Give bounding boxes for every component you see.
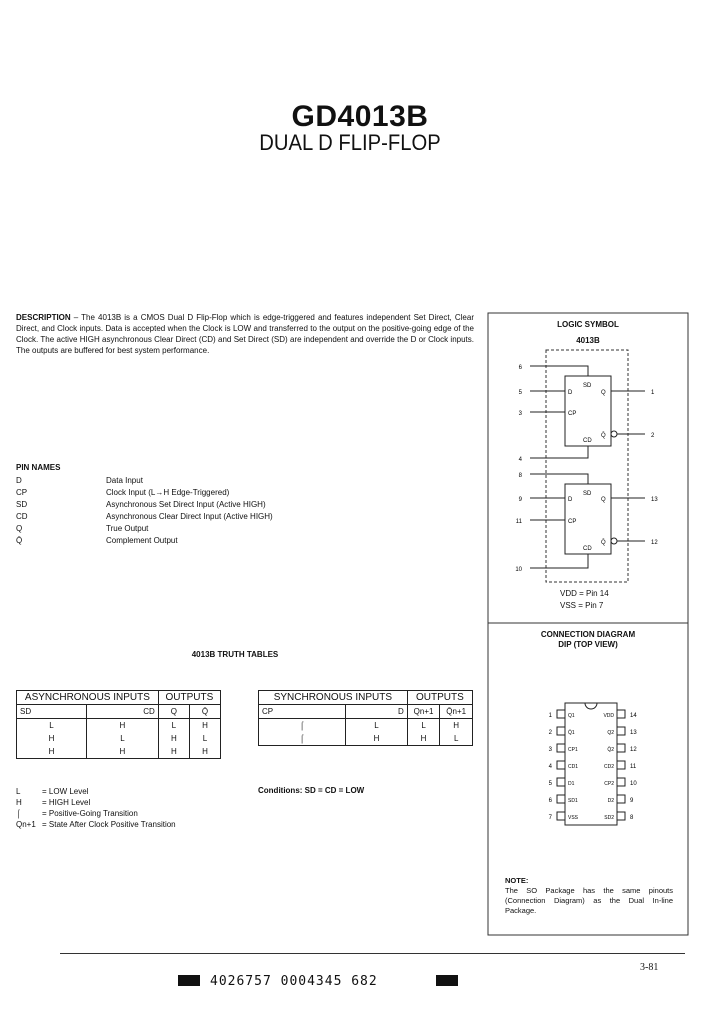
dip-pin-number: 3 [548, 747, 552, 753]
ff-label-d: D [568, 497, 573, 503]
table-cell: ⌠ [259, 719, 346, 733]
pin-label: 5 [518, 390, 522, 396]
table-cell: H [158, 732, 189, 745]
ff-label-qb: Q̄ [601, 540, 606, 546]
dip-pin-label: CP2 [604, 781, 614, 787]
table-cell: L [440, 732, 473, 746]
legend-key: Qn+1 [16, 820, 36, 829]
dip-pin-label: Q̄1 [568, 730, 575, 736]
ff-label-cp: CP [568, 519, 577, 525]
dip-pin [617, 727, 625, 735]
col-header: SD [17, 705, 87, 719]
table-cell: ⌠ [259, 732, 346, 746]
table-cell: L [87, 732, 159, 745]
legend-key: ⌠ [16, 809, 21, 818]
async-outputs-header: OUTPUTS [158, 691, 220, 705]
page-number: 3-81 [640, 962, 659, 973]
legend-value: = State After Clock Positive Transition [42, 820, 176, 829]
pin-description: Complement Output [106, 536, 178, 545]
pin-symbol: SD [16, 500, 28, 509]
col-header: Q [158, 705, 189, 719]
logic-symbol-frame [488, 313, 688, 623]
table-cell: H [87, 745, 159, 759]
sync-inputs-header: SYNCHRONOUS INPUTS [259, 691, 408, 705]
dip-pin [617, 744, 625, 752]
pin-names-heading: PIN NAMES [16, 463, 61, 472]
truth-tables-heading: 4013B TRUTH TABLES [191, 650, 279, 659]
dip-pin-label: D1 [568, 781, 575, 787]
col-header: Q̄ [189, 705, 220, 719]
vdd-note: VDD = Pin 14 [560, 589, 609, 598]
ff-label-cd: CD [583, 546, 592, 552]
table-cell: H [407, 732, 440, 746]
legend-key: L [16, 787, 21, 796]
col-header: D [346, 705, 408, 719]
table-cell: H [17, 745, 87, 759]
logic-symbol-drawing [515, 350, 658, 582]
footer-divider [60, 953, 685, 954]
dip-pin [557, 812, 565, 820]
ff-label-qb: Q̄ [601, 433, 606, 439]
barcode-block-right [436, 975, 458, 986]
description-label: DESCRIPTION [16, 313, 71, 322]
ff-label-cd: CD [583, 438, 592, 444]
dip-pin-number: 1 [548, 713, 552, 719]
dip-pin-label: CP1 [568, 747, 578, 753]
table-cell: L [158, 719, 189, 733]
pin-label: 2 [651, 433, 655, 439]
dip-pins [549, 710, 638, 821]
dip-pin-number: 14 [630, 713, 637, 719]
legend-value: = HIGH Level [42, 798, 91, 807]
table-cell: H [87, 719, 159, 733]
legend-key: H [16, 798, 22, 807]
pin-label: 3 [518, 411, 522, 417]
sync-outputs-header: OUTPUTS [407, 691, 472, 705]
vss-note: VSS = Pin 7 [560, 601, 604, 610]
ff-label-cp: CP [568, 411, 577, 417]
table-cell: H [440, 719, 473, 733]
dip-pin-number: 6 [548, 798, 552, 804]
pin-symbol: CP [16, 488, 28, 497]
ff-label-q: Q [601, 390, 606, 396]
dip-pin-number: 4 [548, 764, 552, 770]
pin-symbol: Q̄ [16, 536, 23, 545]
dip-pin-number: 7 [548, 815, 552, 821]
pin-symbol: D [16, 476, 22, 485]
pin-symbol: Q [16, 524, 23, 533]
page-title: GD4013B [291, 100, 429, 133]
dip-pin-label: Q2 [607, 730, 614, 736]
logic-symbol-heading: LOGIC SYMBOL [557, 320, 619, 329]
conditions-text: Conditions: SD = CD = LOW [258, 786, 365, 795]
dip-pin-number: 13 [630, 730, 637, 736]
dip-pin-number: 12 [630, 747, 637, 753]
page-subtitle: DUAL D FLIP-FLOP [259, 130, 441, 155]
dip-pin [557, 710, 565, 718]
ff-label-sd: SD [583, 383, 592, 389]
table-cell: L [407, 719, 440, 733]
dip-pin [617, 778, 625, 786]
dip-pin-number: 9 [630, 798, 634, 804]
note-label: NOTE: [505, 876, 529, 885]
dip-pin-label: CD1 [568, 764, 579, 770]
dip-pin [557, 778, 565, 786]
note-text: The SO Package has the same pinouts (Connection Diagram) as the Dual In-line Package. [505, 886, 673, 915]
col-header: CP [259, 705, 346, 719]
dip-pin [557, 761, 565, 769]
dip-pin-number: 8 [630, 815, 634, 821]
dip-pin [617, 795, 625, 803]
dip-pin-label: CD2 [603, 764, 614, 770]
pin-description: Asynchronous Set Direct Input (Active HIGH) [106, 500, 266, 509]
pin-description: Asynchronous Clear Direct Input (Active HIGH) [106, 512, 273, 521]
col-header: Q̄n+1 [440, 705, 473, 719]
description-text: – The 4013B is a CMOS Dual D Flip-Flop which is edge-triggered and features independent Set Direct, Clear Direct, and Clock inputs. Data is accepted when the Clock is LOW and transferred to the output on the positive-going edge of the Clock. The active HIGH asynchronous Clear Direct (CD) and Set Direct (SD) are independent and override the D or Clock inputs. The outputs are buffered for best system performance. [16, 313, 474, 355]
dip-pin-number: 5 [548, 781, 552, 787]
barcode-number: 4026757 0004345 682 [210, 974, 378, 989]
col-header: Qn+1 [407, 705, 440, 719]
table-cell: L [346, 719, 408, 733]
table-cell: H [346, 732, 408, 746]
note-block [505, 876, 673, 916]
dip-pin-label: SD1 [568, 798, 578, 804]
col-header: CD [87, 705, 159, 719]
dip-pin-number: 11 [630, 764, 637, 770]
dip-pin [557, 744, 565, 752]
pin-description: Clock Input (L→H Edge-Triggered) [106, 488, 230, 497]
pin-label: 1 [651, 390, 655, 396]
pin-label: 11 [515, 519, 522, 525]
table-cell: H [189, 745, 220, 759]
dip-pin [617, 710, 625, 718]
table-cell: L [189, 732, 220, 745]
pin-label: 13 [651, 497, 658, 503]
dip-pin-label: SD2 [604, 815, 614, 821]
dip-notch [585, 703, 597, 709]
ff-label-d: D [568, 390, 573, 396]
table-cell: L [17, 719, 87, 733]
legend-value: = Positive-Going Transition [42, 809, 138, 818]
pin-symbol: CD [16, 512, 28, 521]
barcode-block-left [178, 975, 200, 986]
legend-value: = LOW Level [42, 787, 89, 796]
dip-pin [557, 795, 565, 803]
pin-label: 12 [651, 540, 658, 546]
pin-label: 9 [518, 497, 522, 503]
pin-label: 10 [515, 567, 522, 573]
ff-label-sd: SD [583, 491, 592, 497]
dip-pin-label: VSS [568, 815, 579, 821]
dip-pin [617, 812, 625, 820]
dip-pin-number: 2 [548, 730, 552, 736]
connection-diagram-subheading: DIP (TOP VIEW) [558, 640, 618, 649]
ff-label-q: Q [601, 497, 606, 503]
dip-pin-label: Q1 [568, 713, 575, 719]
connection-diagram-heading: CONNECTION DIAGRAM [540, 630, 636, 639]
dip-pin-label: Q̄2 [607, 747, 614, 753]
dip-pin [557, 727, 565, 735]
logic-symbol-part: 4013B [576, 336, 600, 345]
dip-pin-number: 10 [630, 781, 637, 787]
async-inputs-header: ASYNCHRONOUS INPUTS [17, 691, 159, 705]
dip-pin-label: D2 [607, 798, 614, 804]
table-cell: H [158, 745, 189, 759]
dip-pin [617, 761, 625, 769]
pin-label: 4 [518, 457, 522, 463]
table-cell: H [17, 732, 87, 745]
pin-description: True Output [106, 524, 149, 533]
pin-label: 6 [518, 365, 522, 371]
table-cell: H [189, 719, 220, 733]
dip-pin-label: VDD [603, 713, 614, 719]
pin-description: Data Input [106, 476, 143, 485]
pin-label: 8 [518, 473, 522, 479]
